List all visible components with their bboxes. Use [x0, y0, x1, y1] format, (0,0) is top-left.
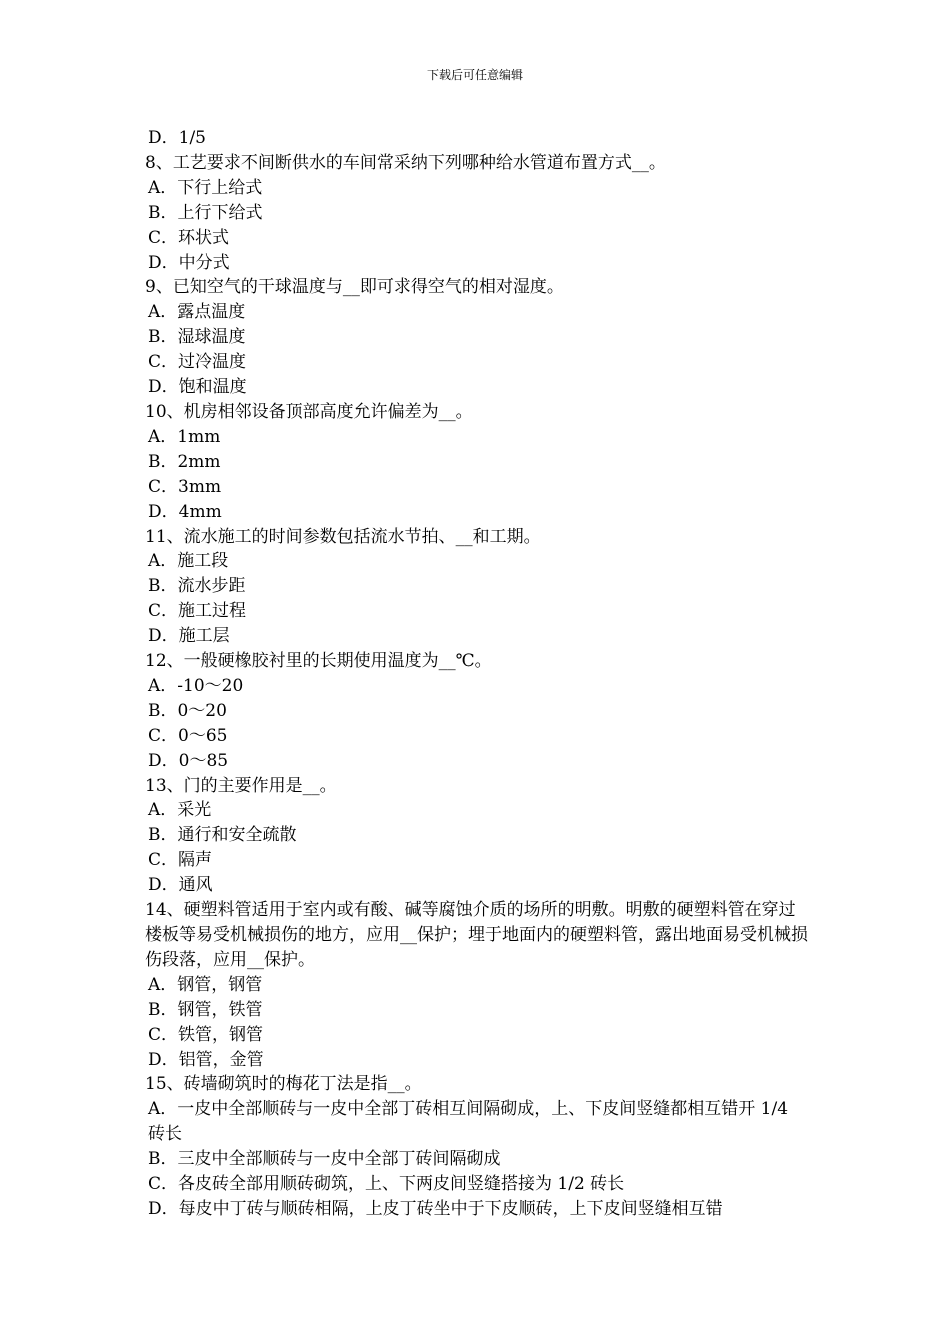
- answer-option: A．一皮中全部顺砖与一皮中全部丁砖相互间隔砌成，上、下皮间竖缝都相互错开 1/4 砖长: [148, 1099, 789, 1145]
- answer-option: B．2mm: [148, 451, 221, 472]
- question-text: 8、工艺要求不间断供水的车间常采纳下列哪种给水管道布置方式__。: [145, 152, 666, 173]
- question-text: 10、机房相邻设备顶部高度允许偏差为__。: [145, 401, 473, 422]
- answer-option: C．各皮砖全部用顺砖砌筑，上、下两皮间竖缝搭接为 1/2 砖长: [148, 1174, 625, 1195]
- answer-option: C．过冷温度: [148, 352, 247, 373]
- answer-option: D．0～85: [148, 750, 229, 771]
- question-text: 9、已知空气的干球温度与__即可求得空气的相对湿度。: [145, 277, 564, 298]
- answer-option: C．施工过程: [148, 601, 247, 622]
- answer-option: D．中分式: [148, 252, 230, 273]
- question-text: 11、流水施工的时间参数包括流水节拍、__和工期。: [145, 526, 541, 547]
- answer-option: D．4mm: [148, 501, 222, 522]
- answer-option: B．湿球温度: [148, 327, 246, 348]
- answer-option: B．0～20: [148, 700, 227, 721]
- question-text: 12、一般硬橡胶衬里的长期使用温度为__℃。: [145, 651, 492, 672]
- answer-option: D．1/5: [148, 128, 206, 148]
- question-text: 14、硬塑料管适用于室内或有酸、碱等腐蚀介质的场所的明敷。明敷的硬塑料管在穿过楼板等易受机械损伤的地方，应用__保护；埋于地面内的硬塑料管，露出地面易受机械损伤段落，应用__保护。: [145, 900, 808, 970]
- answer-option: A．1mm: [148, 426, 221, 447]
- answer-option: A．-10～20: [148, 675, 244, 696]
- answer-option: D．通风: [148, 875, 213, 896]
- question-text: 15、砖墙砌筑时的梅花丁法是指__。: [145, 1074, 422, 1095]
- answer-option: C．3mm: [148, 476, 222, 497]
- answer-option: A．下行上给式: [148, 177, 263, 198]
- document-body: [145, 126, 810, 1222]
- answer-option: B．流水步距: [148, 576, 246, 597]
- answer-option: A．施工段: [148, 551, 229, 572]
- answer-option: D．饱和温度: [148, 377, 247, 398]
- answer-option: C．0～65: [148, 725, 228, 746]
- question-text: 13、门的主要作用是__。: [145, 775, 337, 796]
- answer-option: D．施工层: [148, 626, 230, 647]
- page-header: 下载后可任意编辑: [426, 68, 523, 82]
- answer-option: C．环状式: [148, 227, 230, 248]
- answer-option: D．每皮中丁砖与顺砖相隔，上皮丁砖坐中于下皮顺砖，上下皮间竖缝相互错: [148, 1198, 723, 1219]
- answer-option: B．三皮中全部顺砖与一皮中全部丁砖间隔砌成: [148, 1149, 501, 1170]
- answer-option: B．通行和安全疏散: [148, 825, 297, 846]
- answer-option: A．露点温度: [148, 302, 246, 323]
- answer-option: A．采光: [148, 800, 212, 821]
- answer-option: B．钢管，铁管: [148, 999, 263, 1020]
- answer-option: C．隔声: [148, 850, 213, 871]
- answer-option: A．钢管，钢管: [148, 974, 263, 995]
- answer-option: C．铁管，钢管: [148, 1024, 264, 1045]
- answer-option: D．铝管，金管: [148, 1049, 264, 1070]
- answer-option: B．上行下给式: [148, 202, 263, 223]
